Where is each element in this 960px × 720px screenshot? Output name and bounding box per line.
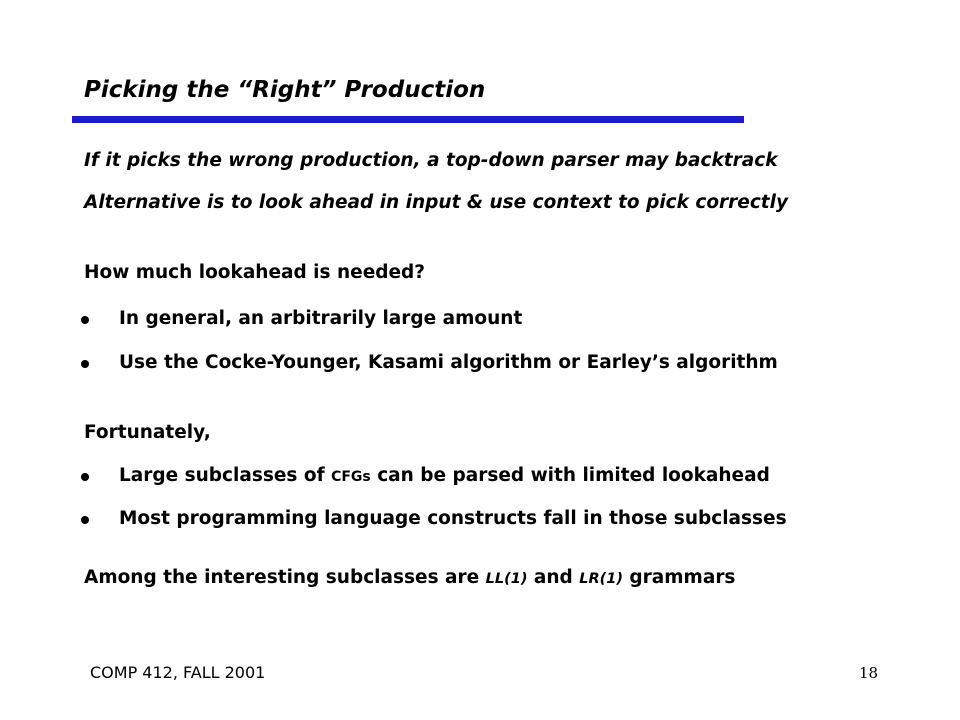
section1-bullet-1: In general, an arbitrarily large amount	[119, 308, 523, 329]
section2-bullet-1	[119, 465, 770, 486]
bullet-icon	[81, 516, 89, 524]
ll1-term: LL(1)	[485, 571, 528, 587]
footer-course: COMP 412, FALL 2001	[90, 663, 266, 682]
conclusion-middle: and	[527, 567, 580, 588]
section2-bullet-2: Most programming language constructs fall in those subclasses	[119, 508, 787, 529]
intro-line-2: Alternative is to look ahead in input & use context to pick correctly	[84, 192, 789, 213]
section2-bullet-1-before: Large subclasses of	[119, 465, 332, 486]
conclusion-before: Among the interesting subclasses are	[84, 567, 486, 588]
section2-heading: Fortunately,	[84, 422, 211, 443]
slide-title: Picking the “Right” Production	[84, 77, 486, 103]
conclusion-line	[84, 567, 735, 588]
intro-line-1: If it picks the wrong production, a top-down parser may backtrack	[84, 150, 778, 171]
title-underline-rule	[72, 116, 744, 123]
bullet-icon	[81, 473, 89, 481]
section1-bullet-2: Use the Cocke-Younger, Kasami algorithm or Earley’s algorithm	[119, 352, 778, 373]
lr1-term: LR(1)	[579, 571, 623, 587]
conclusion-after: grammars	[622, 567, 736, 588]
bullet-icon	[81, 360, 89, 368]
bullet-icon	[81, 316, 89, 324]
page-number: 18	[859, 664, 879, 682]
section2-bullet-1-after: can be parsed with limited lookahead	[370, 465, 770, 486]
section1-heading: How much lookahead is needed?	[84, 262, 426, 283]
cfgs-term: CFGs	[331, 469, 371, 485]
